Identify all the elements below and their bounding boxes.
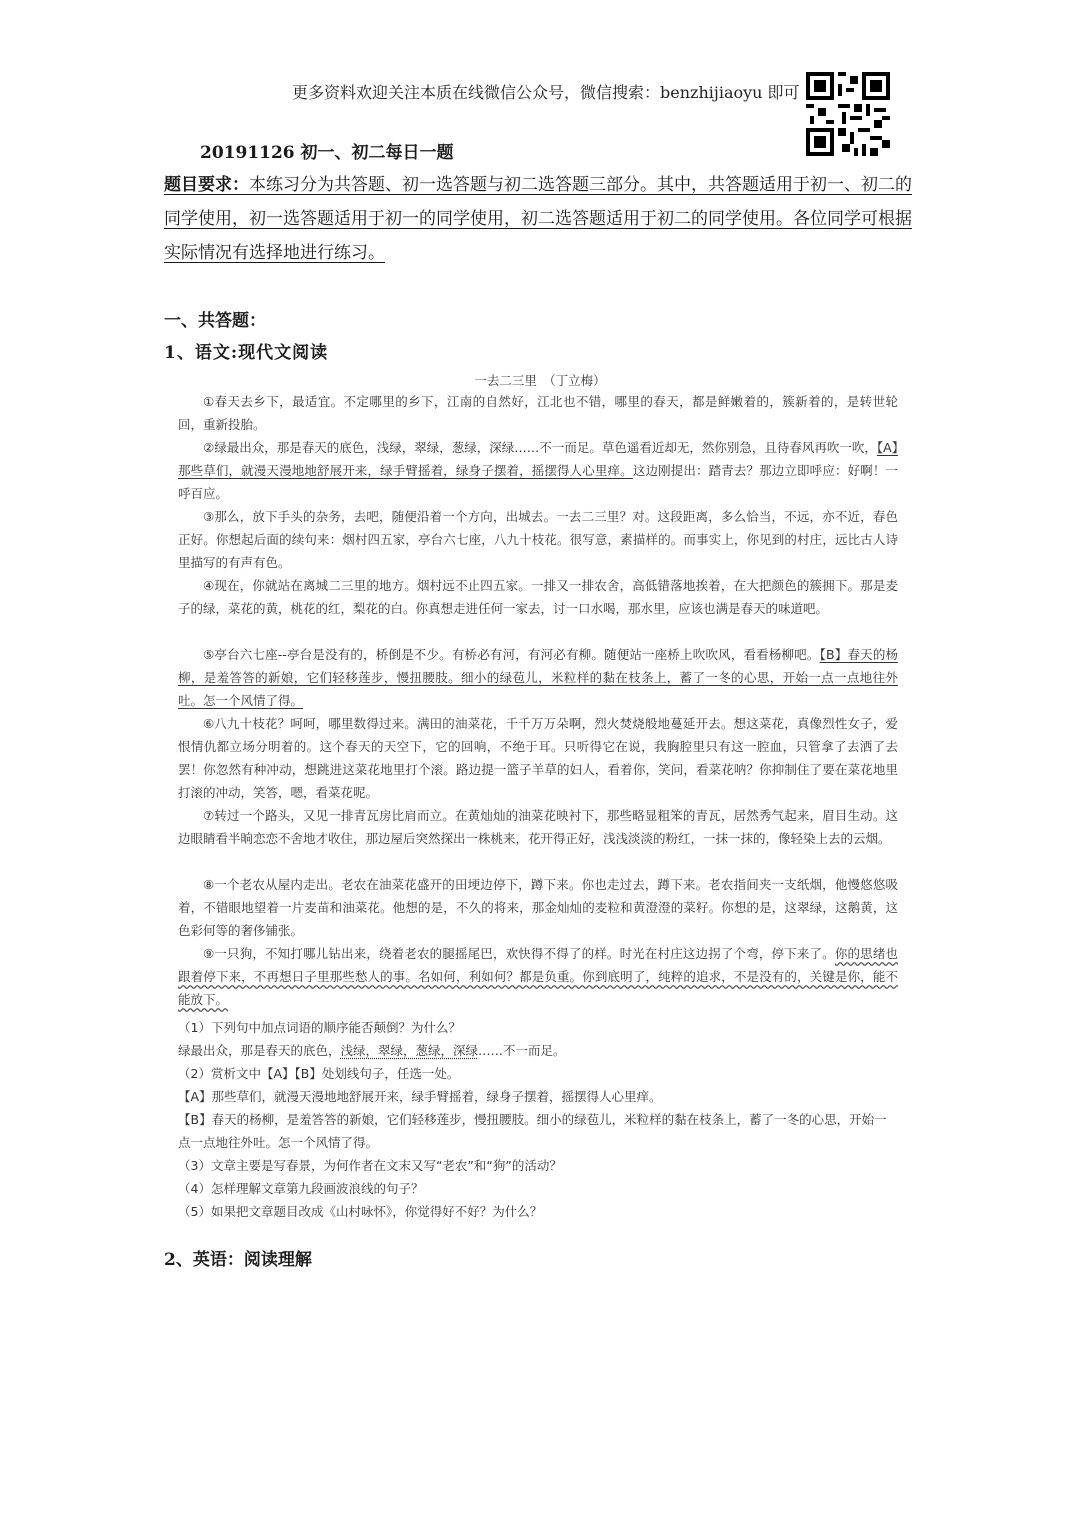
paragraph-2-tail: 这边刚提出：踏青去？那边立即呼应：好啊！一呼百应。 xyxy=(178,463,898,501)
wavy-underlined-sentence: 你的思绪也跟着停下来，不再想日子里那些愁人的事。名如何，利如何？都是负重。你到底明了，纯粹的追求，不是没有的，关键是你，能不能放下。 xyxy=(178,946,898,1007)
question-3: （3）文章主要是写春景，为何作者在文末又写“老农”和“狗”的活动？ xyxy=(178,1158,562,1173)
paragraph-2-text: ②绿最出众，那是春天的底色，浅绿，翠绿，葱绿，深绿……不一而足。草色遥看近却无，然你别急，且待春风再吹一吹， xyxy=(203,440,877,455)
quote-text-a: 绿最出众，那是春天的底色， xyxy=(178,1043,341,1058)
section-heading-shared: 一、共答题： xyxy=(164,311,266,331)
underlined-sentence-a: 【A】那些草们，就漫天漫地地舒展开来，绿手臂摇着，绿身子摆着，摇摆得人心里痒。 xyxy=(178,440,898,478)
subsection-heading-chinese: 1、语文:现代文阅读 xyxy=(164,343,329,363)
question-4: （4）怎样理解文章第九段画波浪线的句子？ xyxy=(178,1181,424,1196)
qr-code-icon xyxy=(806,72,890,156)
paragraph-8: ⑧一个老农从屋内走出。老农在油菜花盛开的田埂边停下，蹲下来。你也走过去，蹲下来。老农指间夹一支纸烟，他慢悠悠吸着，不错眼地望着一片麦苗和油菜花。他想的是，不久的将来，那金灿灿的麦粒和黄澄澄的菜籽。你想的是，这翠绿，这鹅黄，这色彩何等的奢侈铺张。 xyxy=(178,877,898,938)
question-2-option-a: 【A】那些草们，就漫天漫地地舒展开来，绿手臂摇着，绿身子摆着，摇摆得人心里痒。 xyxy=(178,1089,662,1104)
subsection-heading-english: 2、英语：阅读理解 xyxy=(164,1250,312,1270)
paragraph-2 xyxy=(178,436,898,505)
dotted-words: 浅绿，翠绿，葱绿，深绿 xyxy=(340,1043,479,1058)
paragraph-5-text: ⑤亭台六七座--亭台是没有的，桥倒是不少。有桥必有河，有河必有柳。随便站一座桥上吹吹风，看看杨柳吧。 xyxy=(203,647,820,662)
quote-text-b: ……不一而足。 xyxy=(478,1043,566,1058)
paragraph-4: ④现在，你就站在离城二三里的地方。烟村远不止四五家。一排又一排农舍，高低错落地挨着，在大把颜色的簇拥下。那是麦子的绿，菜花的黄，桃花的红，梨花的白。你真想走进任何一家去，讨一口水喝，那水里，应该也满是春天的味道吧。 xyxy=(178,578,898,616)
question-5: （5）如果把文章题目改成《山村咏怀》，你觉得好不好？为什么？ xyxy=(178,1204,543,1219)
paragraph-7: ⑦转过一个路头，又见一排青瓦房比肩而立。在黄灿灿的油菜花映衬下，那些略显粗笨的青瓦，居然秀气起来，眉目生动。这边眼睛看半晌恋恋不舍地才收住，那边屋后突然探出一株桃来，花开得正好，浅浅淡淡的粉红，一抹一抹的，像轻染上去的云烟。 xyxy=(178,808,898,846)
question-2: （2）赏析文中【A】【B】处划线句子，任选一处。 xyxy=(178,1066,460,1081)
requirement-text: 本练习分为共答题、初一选答题与初二选答题三部分。其中，共答题适用于初一、初二的同学使用，初一选答题适用于初一的同学使用，初二选答题适用于初二的同学使用。各位同学可根据实际情况有选择地进行练习。 xyxy=(164,175,912,263)
paragraph-6: ⑥八九十枝花？呵呵，哪里数得过来。满田的油菜花，千千万万朵啊，烈火焚烧般地蔓延开去。想这菜花，真像烈性女子，爱恨情仇都立场分明着的。这个春天的天空下，它的回响，不绝于耳。只听得它在说，我胸腔里只有这一腔血，只管拿了去洒了去罢！你忽然有种冲动，想跳进这菜花地里打个滚。路边提一篮子羊草的妇人，看着你，笑问，看菜花呐？你抑制住了要在菜花地里打滚的冲动，笑答，嗯，看菜花呢。 xyxy=(178,716,898,800)
document-title: 20191126 初一、初二每日一题 xyxy=(200,143,454,163)
paragraph-9-text: ⑨一只狗，不知打哪儿钻出来，绕着老农的腿摇尾巴，欢快得不得了的样。时光在村庄这边拐了个弯，停下来了。 xyxy=(203,946,835,961)
paragraph-5 xyxy=(178,643,898,712)
question-1-quote xyxy=(178,1039,898,1062)
question-1: （1）下列句中加点词语的顺序能否颠倒？为什么？ xyxy=(178,1020,461,1035)
paragraph-1: ①春天去乡下，最适宜。不定哪里的乡下，江南的自然好，江北也不错，哪里的春天，都是鲜嫩着的，簇新着的，是转世轮回，重新投胎。 xyxy=(178,394,898,432)
requirement-label: 题目要求： xyxy=(164,175,249,195)
paragraph-9 xyxy=(178,942,898,1011)
underlined-sentence-b: 【B】春天的杨柳，是羞答答的新娘，它们轻移莲步，慢扭腰肢。细小的绿苞儿，米粒样的黏在枝条上，蓄了一冬的心思，开始一点一点地往外吐。怎一个风情了得。 xyxy=(178,647,899,708)
paragraph-3: ③那么，放下手头的杂务，去吧，随便沿着一个方向，出城去。一去二三里？对。这段距离，多么恰当，不远，亦不近，春色正好。你想起后面的续句来：烟村四五家，亭台六七座，八九十枝花。很写意，素描样的。而事实上，你见到的村庄，远比古人诗里描写的有声有色。 xyxy=(178,509,898,570)
header-note: 更多资料欢迎关注本质在线微信公众号，微信搜索：benzhijiaoyu 即可 xyxy=(292,83,800,102)
requirement-block xyxy=(164,168,920,270)
article-title: 一去二三里 （丁立梅） xyxy=(474,373,606,388)
question-2-option-b: 【B】春天的杨柳，是羞答答的新娘，它们轻移莲步，慢扭腰肢。细小的绿苞儿，米粒样的黏在枝条上，蓄了一冬的心思，开始一点一点地往外吐。怎一个风情了得。 xyxy=(178,1112,887,1150)
